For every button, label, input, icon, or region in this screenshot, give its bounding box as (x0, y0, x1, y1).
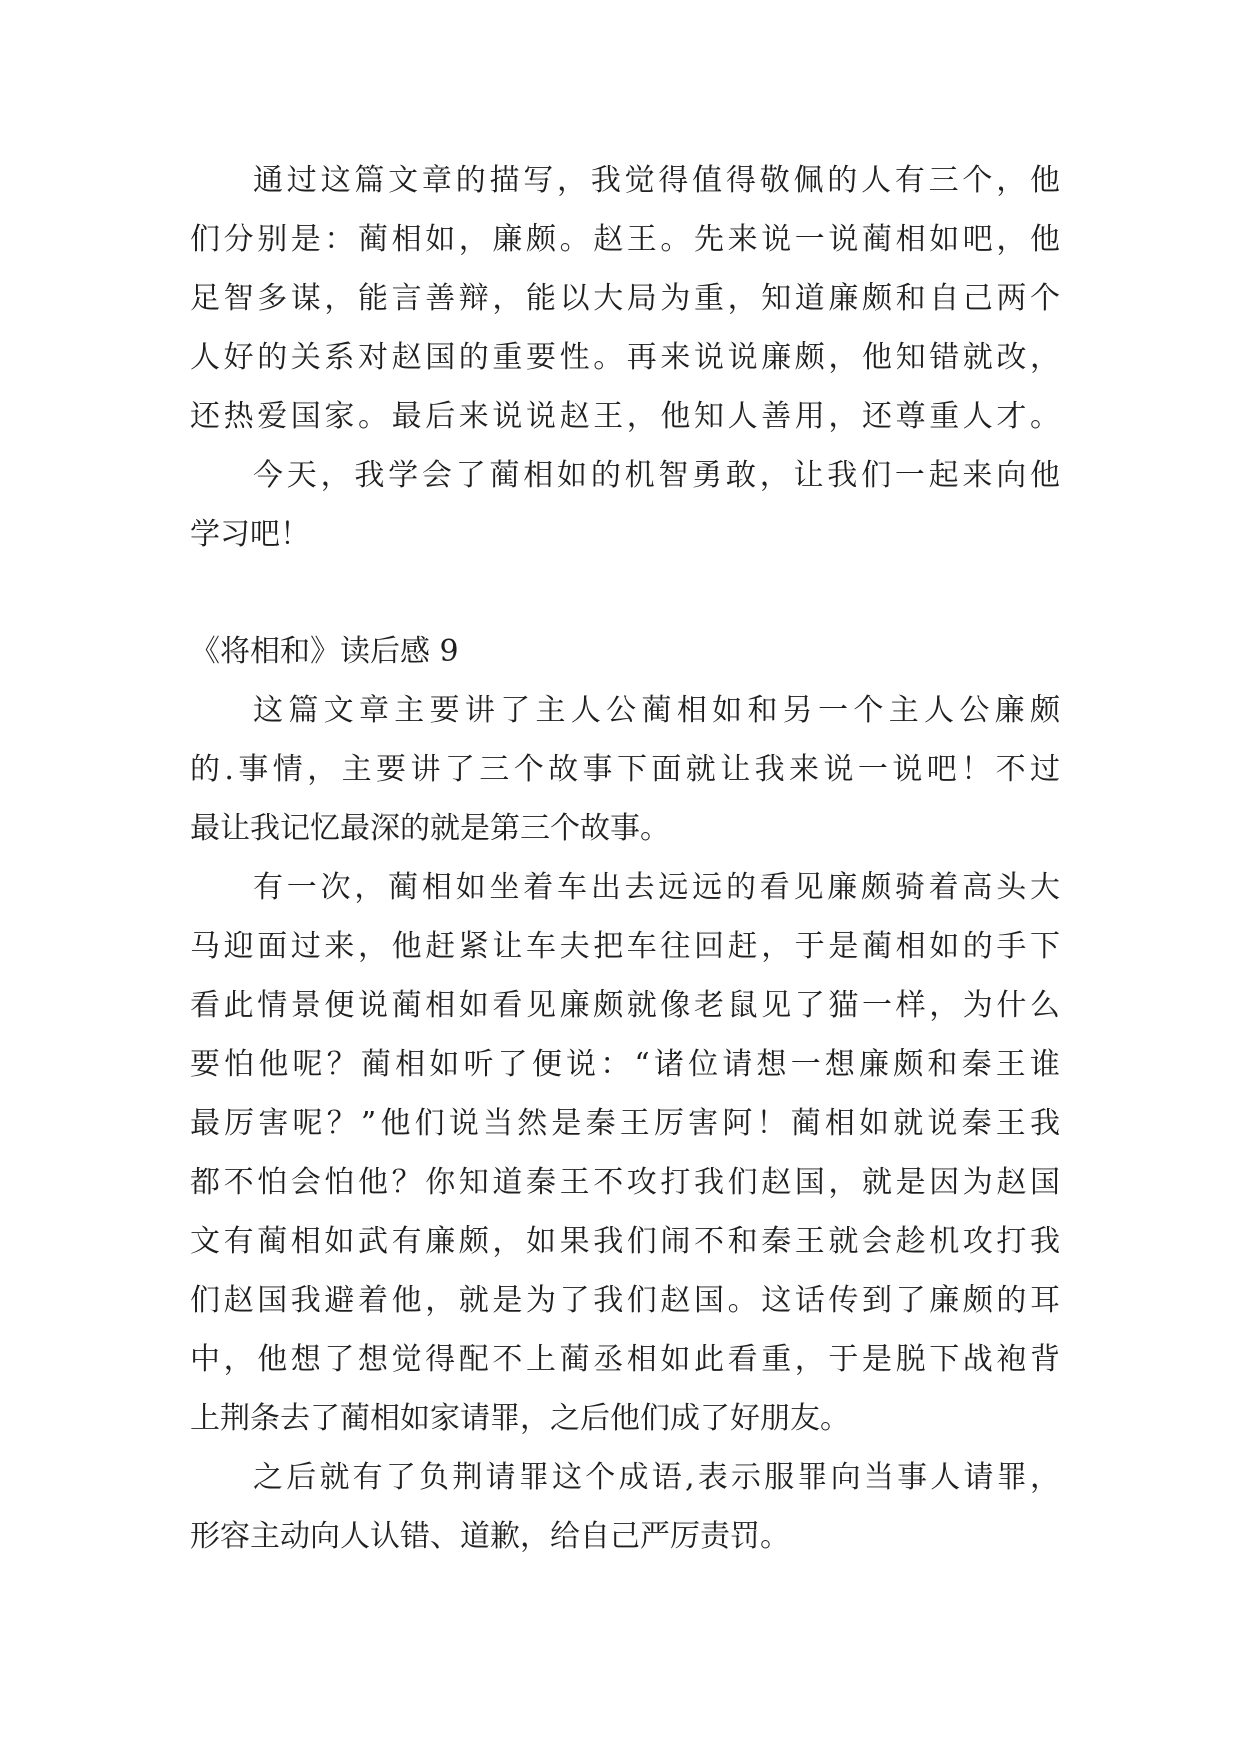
text-line: 今天，我学会了蔺相如的机智勇敢，让我们一起来向他 (253, 458, 1060, 493)
text-line: 最让我记忆最深的就是第三个故事。 (190, 811, 670, 846)
text-line: 马迎面过来，他赶紧让车夫把车往回赶，于是蔺相如的手下 (190, 929, 1060, 964)
text-line: 文有蔺相如武有廉颇，如果我们闹不和秦王就会趁机攻打我 (190, 1224, 1060, 1259)
text-line: 学习吧！ (190, 517, 310, 552)
section-heading: 《将相和》读后感 9 (190, 634, 459, 669)
text-line: 形容主动向人认错、道歉，给自己严厉责罚。 (190, 1519, 790, 1554)
text-line: 都不怕会怕他？你知道秦王不攻打我们赵国，就是因为赵国 (190, 1165, 1060, 1200)
text-line: 上荆条去了蔺相如家请罪，之后他们成了好朋友。 (190, 1401, 850, 1436)
text-line: 要怕他呢？蔺相如听了便说：“诸位请想一想廉颇和秦王谁 (190, 1047, 1060, 1082)
text-line: 还热爱国家。最后来说说赵王，他知人善用，还尊重人才。 (190, 399, 1060, 434)
text-line: 最厉害呢？”他们说当然是秦王厉害阿！蔺相如就说秦王我 (190, 1106, 1060, 1141)
text-line: 们分别是：蔺相如，廉颇。赵王。先来说一说蔺相如吧，他 (190, 222, 1060, 257)
text-line: 有一次，蔺相如坐着车出去远远的看见廉颇骑着高头大 (253, 870, 1060, 905)
text-line: 看此情景便说蔺相如看见廉颇就像老鼠见了猫一样，为什么 (190, 988, 1060, 1023)
text-line: 之后就有了负荆请罪这个成语,表示服罪向当事人请罪， (253, 1460, 1060, 1495)
text-line: 足智多谋，能言善辩，能以大局为重，知道廉颇和自己两个 (190, 281, 1060, 316)
text-line: 中，他想了想觉得配不上蔺丞相如此看重，于是脱下战袍背 (190, 1342, 1060, 1377)
text-line: 的.事情，主要讲了三个故事下面就让我来说一说吧！不过 (190, 752, 1060, 787)
text-line: 这篇文章主要讲了主人公蔺相如和另一个主人公廉颇 (253, 693, 1060, 728)
text-line: 通过这篇文章的描写，我觉得值得敬佩的人有三个，他 (253, 163, 1060, 198)
text-line: 人好的关系对赵国的重要性。再来说说廉颇，他知错就改， (190, 340, 1060, 375)
text-line: 们赵国我避着他，就是为了我们赵国。这话传到了廉颇的耳 (190, 1283, 1060, 1318)
